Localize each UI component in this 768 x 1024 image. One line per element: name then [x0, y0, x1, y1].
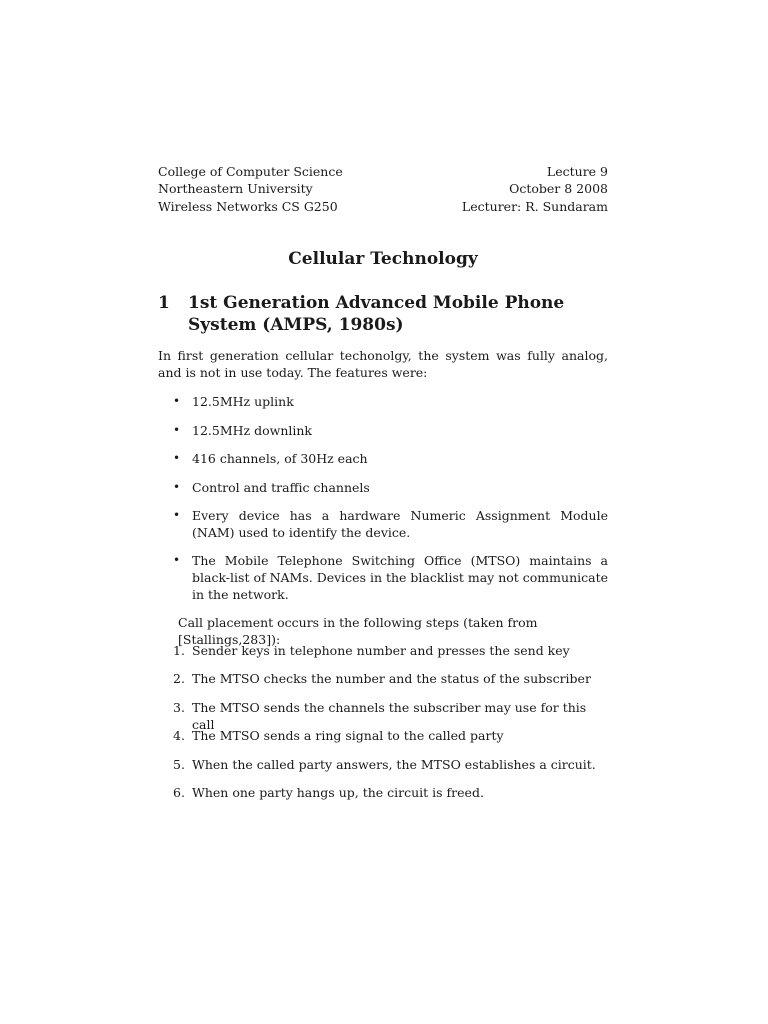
course-university: Northeastern University [158, 181, 313, 197]
course-college: College of Computer Science [158, 164, 343, 179]
step-text: The MTSO sends a ring signal to the called party [192, 728, 504, 743]
lecture-number: Lecture 9 [546, 164, 608, 179]
course-name: Wireless Networks CS G250 [158, 198, 338, 214]
feature-text: 416 channels, of 30Hz each [192, 451, 368, 466]
section-number: 1 [158, 293, 170, 313]
step-text: When the called party answers, the MTSO establishes a circuit. [192, 757, 596, 772]
step-number: 6. [173, 785, 185, 800]
page-title: Cellular Technology [288, 249, 478, 269]
feature-text: Every device has a hardware Numeric Assignment Module (NAM) used to identify the device. [192, 508, 608, 540]
bullet-icon: • [173, 553, 181, 567]
feature-text: 12.5MHz uplink [192, 394, 294, 409]
call-placement-intro: Call placement occurs in the following steps (taken from [Stallings,283]): [178, 615, 538, 647]
bullet-icon: • [173, 451, 181, 465]
step-number: 4. [173, 728, 185, 743]
step-text: The MTSO checks the number and the status of the subscriber [192, 671, 591, 686]
step-text: When one party hangs up, the circuit is freed. [192, 785, 484, 800]
step-number: 2. [173, 671, 185, 686]
step-number: 5. [173, 757, 185, 772]
bullet-icon: • [173, 423, 181, 437]
header-left-block [158, 163, 343, 215]
feature-text: The Mobile Telephone Switching Office (MTSO) maintains a black-list of NAMs. Devices in the blacklist may not communicate in the network. [192, 553, 608, 602]
lecture-date: October 8 2008 [509, 181, 608, 197]
step-text: The MTSO sends the channels the subscriber may use for this call [192, 700, 587, 732]
step-text: Sender keys in telephone number and presses the send key [192, 643, 570, 658]
step-number: 1. [173, 643, 185, 658]
lecturer-name: Lecturer: R. Sundaram [461, 198, 608, 214]
bullet-icon: • [173, 480, 181, 494]
header-right-block [462, 163, 608, 215]
feature-text: Control and traffic channels [192, 480, 370, 495]
bullet-icon: • [173, 394, 181, 408]
intro-paragraph: In first generation cellular techonolgy, the system was fully analog, and is not in use today. The features were: [158, 348, 608, 380]
section-title: 1st Generation Advanced Mobile Phone System (AMPS, 1980s) [188, 293, 565, 335]
feature-text: 12.5MHz downlink [192, 423, 312, 438]
step-number: 3. [173, 700, 185, 715]
bullet-icon: • [173, 508, 181, 522]
